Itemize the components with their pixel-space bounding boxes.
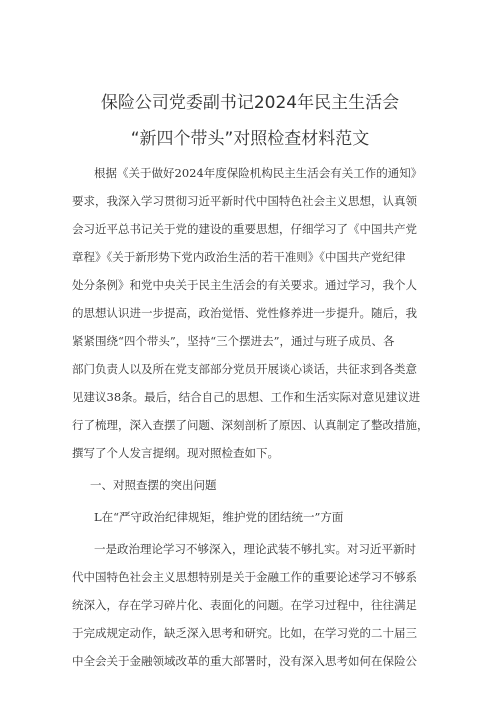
intro-line-11: 撰写了个人发言提纲。现对照检查如下。 — [72, 446, 279, 460]
body-line-4: 于完成规定动作，缺乏深入思考和研究。比如，在学习党的二十届三 — [72, 626, 417, 640]
intro-line-9: 见建议38条。最后，结合自己的思想、工作和生活实际对意见建议进 — [72, 390, 421, 404]
intro-line-10: 行了梳理，深入查摆了问题、深刻剖析了原因、认真制定了整改措施， — [72, 418, 429, 432]
document-title-line-1: 保险公司党委副书记2024年民主生活会 — [100, 93, 400, 113]
document-title-line-2: “新四个带头”对照检查材料范文 — [130, 129, 370, 149]
intro-line-6: 的思想认识进一步提高，政治觉悟、党性修养进一步提升。随后，我 — [72, 306, 417, 320]
intro-line-3: 会习近平总书记关于党的建设的重要思想，仔细学习了《中国共产党 — [72, 222, 417, 236]
intro-line-4: 章程》《关于新形势下党内政治生活的若干准则》《中国共产党纪律 — [72, 250, 406, 264]
intro-line-5: 处分条例》和党中央关于民主生活会的有关要求。通过学习，我个人 — [72, 278, 417, 292]
body-line-3: 统深入，存在学习碎片化、表面化的问题。在学习过程中，往往满足 — [72, 598, 417, 612]
intro-line-2: 要求，我深入学习贯彻习近平新时代中国特色社会主义思想，认真领 — [72, 194, 417, 208]
section-heading: 一、对照查摆的突出问题 — [90, 478, 217, 492]
intro-line-7: 紧紧围绕“四个带头”，坚持“三个摆进去”，通过与班子成员、各 — [72, 334, 395, 348]
subsection-heading: L在“严守政治纪律规矩，维护党的团结统一”方面 — [94, 510, 344, 524]
body-line-1: 一是政治理论学习不够深入，理论武装不够扎实。对习近平新时 — [94, 542, 416, 556]
intro-line-1: 根据《关于做好2024年度保险机构民主生活会有关工作的通知》 — [94, 166, 423, 180]
intro-line-8: 部门负责人以及所在党支部部分党员开展谈心谈话，共征求到各类意 — [72, 362, 417, 376]
body-line-2: 代中国特色社会主义思想特别是关于金融工作的重要论述学习不够系 — [72, 570, 417, 584]
body-line-5: 中全会关于金融领域改革的重大部署时，没有深入思考如何在保险公 — [72, 654, 417, 668]
